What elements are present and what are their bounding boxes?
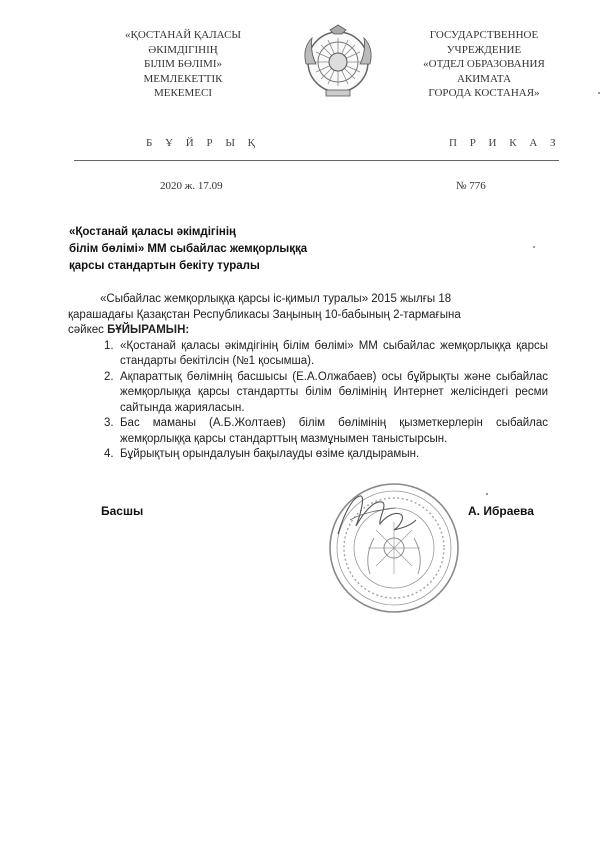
order-date: 2020 ж. 17.09 <box>160 180 223 192</box>
item-text: Бұйрықтың орындалуын бақылауды өзіме қалдырамын. <box>120 448 420 460</box>
item-number: 4. <box>104 448 114 460</box>
scan-speck <box>486 493 488 495</box>
order-item <box>100 339 548 370</box>
item-text: Бас маманы (А.Б.Жолтаев) білім бөлімінің қызметкерлерін сыбайлас жемқорлыққа қарсы стандарттың мазмұнымен таныстырсын. <box>120 417 548 445</box>
item-text: «Қостанай қаласы әкімдігінің білім бөлімі» ММ сыбайлас жемқорлыққа қарсы стандарты бекітілсін (№1 қосымша). <box>120 339 548 367</box>
document-title-kz: Б Ұ Й Р Ы Қ <box>146 137 261 149</box>
signatory-position: Басшы <box>101 504 144 518</box>
order-item <box>100 447 548 463</box>
preamble-paragraph <box>68 292 548 339</box>
subject-line: білім бөлімі» ММ сыбайлас жемқорлыққа <box>69 243 308 255</box>
header-left-institution <box>98 28 268 101</box>
header-divider <box>74 160 559 161</box>
scan-speck <box>598 92 600 94</box>
header-right-line: ГОРОДА КОСТАНАЯ» <box>428 87 540 99</box>
subject-line: қарсы стандартын бекіту туралы <box>69 260 260 272</box>
state-emblem-icon <box>300 24 376 100</box>
header-left-line: БІЛІМ БӨЛІМІ» <box>144 58 222 70</box>
header-right-line: УЧРЕЖДЕНИЕ <box>446 43 522 56</box>
preamble-line: «Сыбайлас жемқорлыққа қарсы іс-қимыл туралы» 2015 жылғы 18 <box>100 293 452 305</box>
decree-word: БҰЙЫРАМЫН: <box>107 324 190 336</box>
handwritten-signature-icon <box>330 486 420 546</box>
scan-speck <box>533 246 535 248</box>
order-subject <box>69 224 389 275</box>
header-right-line: «ОТДЕЛ ОБРАЗОВАНИЯ <box>423 58 545 70</box>
header-left-line: ӘКІМДІГІНІҢ <box>148 43 218 56</box>
order-item <box>100 370 548 417</box>
preamble-line: қарашадағы Қазақстан Республикасы Заңының 10-бабының 2-тармағына <box>68 308 461 321</box>
header-right-line: ГОСУДАРСТВЕННОЕ <box>429 29 539 41</box>
item-number: 1. <box>104 339 114 352</box>
order-items <box>100 339 548 463</box>
preamble-line-start: сәйкес <box>68 324 108 336</box>
preamble-line-final <box>68 323 548 339</box>
header-left-line: МЕМЛЕКЕТТІК <box>143 72 223 85</box>
signatory-name: А. Ибраева <box>468 504 534 518</box>
header-right-institution <box>398 28 570 101</box>
order-number: № 776 <box>456 180 486 192</box>
subject-line: «Қостанай қаласы әкімдігінің <box>69 226 237 238</box>
item-number: 2. <box>104 370 114 383</box>
header-left-line: МЕКЕМЕСІ <box>153 87 213 99</box>
header-left-line: «ҚОСТАНАЙ ҚАЛАСЫ <box>124 29 241 41</box>
item-number: 3. <box>104 417 114 429</box>
order-item <box>100 416 548 447</box>
item-text: Ақпараттық бөлімнің басшысы (Е.А.Олжабаев) осы бұйрықты және сыбайлас жемқорлыққа қарсы стандартты білім бөлімінің Интернет желісіндегі ресми сайтында жарияласын. <box>120 370 548 414</box>
order-body <box>68 292 548 463</box>
document-title-ru: П Р И К А З <box>449 137 561 149</box>
header-right-line: АКИМАТА <box>456 72 512 85</box>
